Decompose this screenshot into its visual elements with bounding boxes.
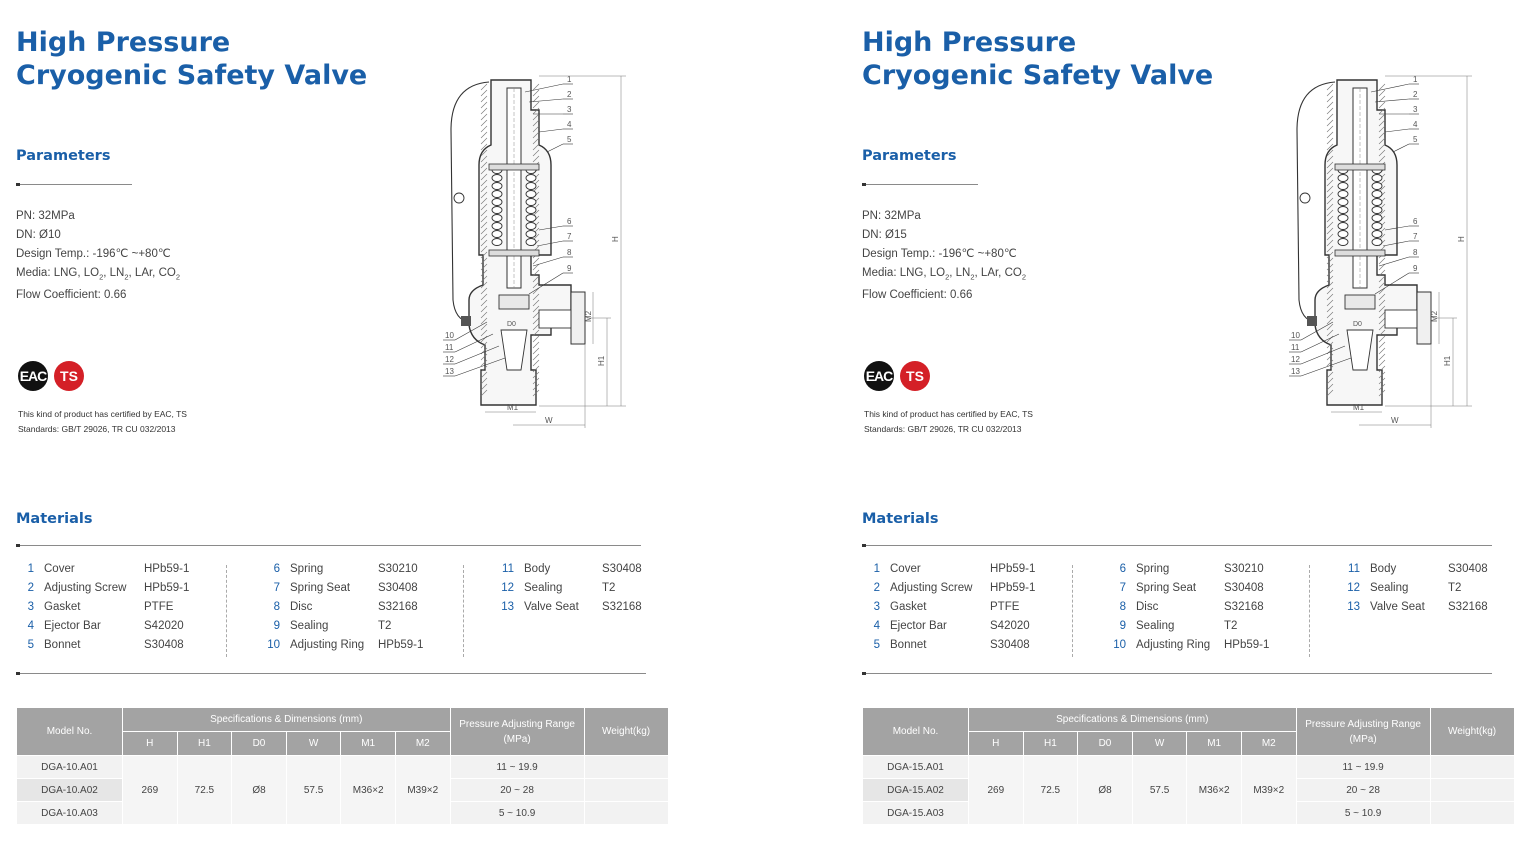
th-dimension: D0 <box>1078 732 1133 756</box>
material-grade: HPb59-1 <box>378 639 424 651</box>
material-grade: PTFE <box>144 601 174 613</box>
material-number: 3 <box>873 601 880 613</box>
material-part-name: Sealing <box>290 620 329 632</box>
certification-logos <box>862 360 942 392</box>
svg-text:9: 9 <box>1413 264 1418 273</box>
materials-divider <box>16 545 641 546</box>
material-number: 6 <box>1119 563 1126 575</box>
th-dimension: M1 <box>1187 732 1242 756</box>
param-dn: DN: Ø10 <box>16 229 61 241</box>
material-grade: T2 <box>1448 582 1462 594</box>
material-part-name: Body <box>524 563 551 575</box>
material-part-name: Sealing <box>524 582 563 594</box>
ts-logo-icon: TS <box>54 361 84 391</box>
th-spec: Specifications & Dimensions (mm) <box>969 708 1297 732</box>
svg-text:3: 3 <box>567 105 572 114</box>
svg-text:W: W <box>545 416 553 425</box>
svg-text:H: H <box>1457 236 1466 242</box>
materials-divider <box>862 545 1492 546</box>
svg-text:M2: M2 <box>1430 310 1439 322</box>
svg-text:13: 13 <box>445 367 454 376</box>
th-pressure: Pressure Adjusting Range (MPa) <box>1296 708 1430 756</box>
material-grade: S32168 <box>1224 601 1264 613</box>
product-panel-dn10 <box>16 0 716 848</box>
materials-heading: Materials <box>862 511 939 527</box>
material-grade: HPb59-1 <box>144 582 190 594</box>
spec-table <box>862 707 1515 825</box>
param-media: Media: LNG, $LO_2$, $LN_2$, LAr, $CO_2$ <box>862 267 1026 282</box>
material-number: 12 <box>501 582 514 594</box>
materials-list <box>16 563 646 659</box>
cell-dimension: 269 <box>123 756 178 825</box>
column-separator <box>463 565 464 657</box>
product-panel-dn15 <box>862 0 1523 848</box>
material-number: 7 <box>1119 582 1126 594</box>
svg-text:H: H <box>611 236 620 242</box>
material-number: 10 <box>1113 639 1126 651</box>
param-flow: Flow Coefficient: 0.66 <box>16 289 127 302</box>
svg-text:5: 5 <box>567 135 572 144</box>
material-number: 4 <box>873 620 880 632</box>
material-number: 5 <box>27 639 34 651</box>
material-grade: S30210 <box>378 563 418 575</box>
title-line-1: High Pressure <box>862 27 1077 58</box>
cell-dimension: M39×2 <box>395 756 450 825</box>
material-number: 2 <box>27 582 34 594</box>
certification-note: This kind of product has certified by EAC, TS Standards: GB/T 29026, TR CU 032/2013 <box>864 409 1033 434</box>
material-part-name: Spring Seat <box>290 582 351 594</box>
material-number: 10 <box>267 639 280 651</box>
certification-note: This kind of product has certified by EAC, TS Standards: GB/T 29026, TR CU 032/2013 <box>18 409 187 434</box>
svg-text:8: 8 <box>1413 248 1418 257</box>
material-part-name: Cover <box>890 563 921 575</box>
material-part-name: Cover <box>44 563 75 575</box>
svg-text:12: 12 <box>445 355 454 364</box>
material-number: 4 <box>27 620 34 632</box>
cell-dimension: 57.5 <box>1132 756 1187 825</box>
certification-logos <box>16 360 96 392</box>
material-grade: S30408 <box>144 639 184 651</box>
eac-logo-icon: EAC <box>18 361 48 391</box>
th-dimension: H <box>969 732 1024 756</box>
cell-pressure-range: 20 ~ 28 <box>1296 779 1430 802</box>
spec-table <box>16 707 669 825</box>
title-line-1: High Pressure <box>16 27 231 58</box>
title-line-2: Cryogenic Safety Valve <box>862 60 1214 91</box>
material-number: 5 <box>873 639 880 651</box>
parameters-heading: Parameters <box>862 148 957 164</box>
cell-pressure-range: 11 ~ 19.9 <box>1296 756 1430 779</box>
svg-text:7: 7 <box>567 232 572 241</box>
cell-dimension: Ø8 <box>232 756 287 825</box>
ts-logo-icon: TS <box>900 361 930 391</box>
material-part-name: Ejector Bar <box>890 620 947 632</box>
material-grade: S30408 <box>602 563 642 575</box>
parameters-list <box>862 207 1026 305</box>
material-grade: T2 <box>1224 620 1238 632</box>
material-part-name: Body <box>1370 563 1397 575</box>
svg-text:11: 11 <box>1291 343 1300 352</box>
svg-text:11: 11 <box>445 343 454 352</box>
cell-dimension: 72.5 <box>177 756 232 825</box>
param-temp: Design Temp.: -196℃ ~+80℃ <box>16 248 171 260</box>
svg-text:13: 13 <box>1291 367 1300 376</box>
material-grade: S42020 <box>990 620 1030 632</box>
param-media: Media: LNG, $LO_2$, $LN_2$, LAr, $CO_2$ <box>16 267 180 282</box>
svg-text:2: 2 <box>567 90 572 99</box>
th-weight: Weight(kg) <box>584 708 668 756</box>
material-part-name: Bonnet <box>44 639 81 651</box>
svg-text:9: 9 <box>567 264 572 273</box>
th-dimension: H1 <box>1023 732 1078 756</box>
material-part-name: Adjusting Ring <box>1136 639 1211 651</box>
material-part-name: Valve Seat <box>524 601 579 613</box>
cell-dimension: 57.5 <box>286 756 341 825</box>
material-number: 9 <box>273 620 280 632</box>
cell-pressure-range: 5 ~ 10.9 <box>1296 802 1430 825</box>
material-grade: S32168 <box>602 601 642 613</box>
material-grade: S30408 <box>1448 563 1488 575</box>
column-separator <box>1309 565 1310 657</box>
material-number: 9 <box>1119 620 1126 632</box>
material-grade: PTFE <box>990 601 1020 613</box>
table-divider <box>862 673 1492 674</box>
material-number: 11 <box>1348 563 1360 575</box>
cell-pressure-range: 5 ~ 10.9 <box>450 802 584 825</box>
material-grade: S30408 <box>990 639 1030 651</box>
cell-dimension: Ø8 <box>1078 756 1133 825</box>
th-dimension: H1 <box>177 732 232 756</box>
cell-model: DGA-15.A03 <box>863 802 969 825</box>
material-number: 1 <box>873 563 880 575</box>
material-number: 13 <box>1347 601 1360 613</box>
material-grade: S30408 <box>378 582 418 594</box>
svg-text:W: W <box>1391 416 1399 425</box>
svg-text:6: 6 <box>1413 217 1418 226</box>
material-part-name: Adjusting Screw <box>890 582 973 594</box>
materials-heading: Materials <box>16 511 93 527</box>
th-dimension: W <box>286 732 341 756</box>
cell-model: DGA-15.A01 <box>863 756 969 779</box>
title-line-2: Cryogenic Safety Valve <box>16 60 368 91</box>
parameters-divider <box>16 184 132 185</box>
svg-text:D0: D0 <box>507 321 516 328</box>
svg-text:D0: D0 <box>1353 321 1362 328</box>
th-model: Model No. <box>17 708 123 756</box>
svg-text:H1: H1 <box>1443 355 1452 366</box>
svg-text:M2: M2 <box>584 310 593 322</box>
svg-text:1: 1 <box>1413 75 1418 84</box>
material-part-name: Sealing <box>1136 620 1175 632</box>
th-weight: Weight(kg) <box>1430 708 1514 756</box>
material-grade: S42020 <box>144 620 184 632</box>
th-dimension: M2 <box>1241 732 1296 756</box>
cell-weight <box>584 802 668 825</box>
material-grade: S30210 <box>1224 563 1264 575</box>
material-grade: HPb59-1 <box>990 582 1036 594</box>
cell-model: DGA-10.A02 <box>17 779 123 802</box>
param-flow: Flow Coefficient: 0.66 <box>862 289 973 302</box>
cell-pressure-range: 11 ~ 19.9 <box>450 756 584 779</box>
material-part-name: Disc <box>290 601 313 613</box>
svg-text:2: 2 <box>1413 90 1418 99</box>
material-grade: T2 <box>378 620 392 632</box>
svg-text:H1: H1 <box>597 355 606 366</box>
cell-weight <box>1430 802 1514 825</box>
page-title <box>16 26 416 92</box>
param-dn: DN: Ø15 <box>862 229 907 241</box>
column-separator <box>1072 565 1073 657</box>
th-spec: Specifications & Dimensions (mm) <box>123 708 451 732</box>
material-grade: S32168 <box>378 601 418 613</box>
material-grade: T2 <box>602 582 616 594</box>
svg-text:M1: M1 <box>507 403 519 412</box>
svg-text:4: 4 <box>567 120 572 129</box>
page-title <box>862 26 1262 92</box>
material-part-name: Valve Seat <box>1370 601 1425 613</box>
material-number: 1 <box>27 563 34 575</box>
material-number: 13 <box>501 601 514 613</box>
material-number: 2 <box>873 582 880 594</box>
cell-weight <box>1430 756 1514 779</box>
svg-text:10: 10 <box>445 331 454 340</box>
th-dimension: D0 <box>232 732 287 756</box>
material-part-name: Spring <box>290 563 324 575</box>
svg-text:5: 5 <box>1413 135 1418 144</box>
material-grade: HPb59-1 <box>1224 639 1270 651</box>
th-dimension: W <box>1132 732 1187 756</box>
material-part-name: Sealing <box>1370 582 1409 594</box>
material-number: 6 <box>273 563 280 575</box>
th-dimension: M1 <box>341 732 396 756</box>
cell-weight <box>1430 779 1514 802</box>
valve-cross-section-drawing <box>421 70 641 440</box>
cell-weight <box>584 779 668 802</box>
cell-model: DGA-15.A02 <box>863 779 969 802</box>
material-part-name: Disc <box>1136 601 1159 613</box>
svg-text:8: 8 <box>567 248 572 257</box>
cell-dimension: M39×2 <box>1241 756 1296 825</box>
material-grade: HPb59-1 <box>144 563 190 575</box>
svg-text:7: 7 <box>1413 232 1418 241</box>
svg-text:4: 4 <box>1413 120 1418 129</box>
material-part-name: Bonnet <box>890 639 927 651</box>
material-number: 12 <box>1347 582 1360 594</box>
material-number: 3 <box>27 601 34 613</box>
param-pn: PN: 32MPa <box>862 210 921 222</box>
material-number: 7 <box>273 582 280 594</box>
material-part-name: Adjusting Screw <box>44 582 127 594</box>
material-grade: S32168 <box>1448 601 1488 613</box>
th-dimension: M2 <box>395 732 450 756</box>
material-grade: S30408 <box>1224 582 1264 594</box>
material-part-name: Adjusting Ring <box>290 639 365 651</box>
param-temp: Design Temp.: -196℃ ~+80℃ <box>862 248 1017 260</box>
cell-model: DGA-10.A03 <box>17 802 123 825</box>
material-number: 11 <box>502 563 514 575</box>
material-part-name: Gasket <box>890 601 927 613</box>
materials-list <box>862 563 1492 659</box>
cell-dimension: 72.5 <box>1023 756 1078 825</box>
svg-text:3: 3 <box>1413 105 1418 114</box>
column-separator <box>226 565 227 657</box>
svg-text:10: 10 <box>1291 331 1300 340</box>
parameters-list <box>16 207 180 305</box>
table-divider <box>16 673 646 674</box>
svg-text:12: 12 <box>1291 355 1300 364</box>
th-dimension: H <box>123 732 178 756</box>
param-pn: PN: 32MPa <box>16 210 75 222</box>
table-row <box>17 756 669 779</box>
material-number: 8 <box>1119 601 1126 613</box>
cell-model: DGA-10.A01 <box>17 756 123 779</box>
eac-logo-icon: EAC <box>864 361 894 391</box>
cell-pressure-range: 20 ~ 28 <box>450 779 584 802</box>
cell-dimension: M36×2 <box>341 756 396 825</box>
table-row <box>863 756 1515 779</box>
svg-text:M1: M1 <box>1353 403 1365 412</box>
cell-dimension: 269 <box>969 756 1024 825</box>
cell-dimension: M36×2 <box>1187 756 1242 825</box>
valve-cross-section-drawing <box>1267 70 1487 440</box>
material-number: 8 <box>273 601 280 613</box>
material-part-name: Spring <box>1136 563 1170 575</box>
material-grade: HPb59-1 <box>990 563 1036 575</box>
material-part-name: Gasket <box>44 601 81 613</box>
svg-text:6: 6 <box>567 217 572 226</box>
cell-weight <box>584 756 668 779</box>
parameters-heading: Parameters <box>16 148 111 164</box>
svg-text:1: 1 <box>567 75 572 84</box>
th-model: Model No. <box>863 708 969 756</box>
material-part-name: Ejector Bar <box>44 620 101 632</box>
material-part-name: Spring Seat <box>1136 582 1197 594</box>
th-pressure: Pressure Adjusting Range (MPa) <box>450 708 584 756</box>
parameters-divider <box>862 184 978 185</box>
